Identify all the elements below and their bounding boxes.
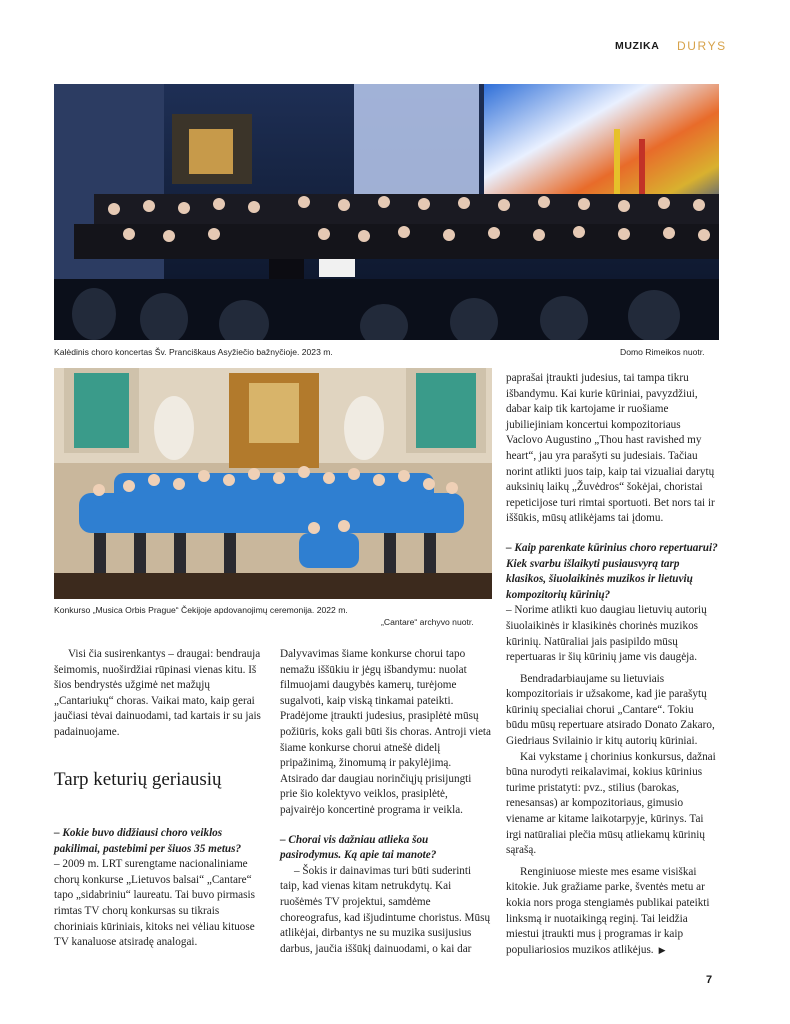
paragraph: Visi čia susirenkantys – draugai: bendrauja šeimomis, nuoširdžiai rūpinasi vienas kitu. Iš šios bendrystės užgimė net mažųjų „Cantariukų“ choras. Vaikai mato, kaip gerai jaučiasi tėvai dainuodami, tad kartais ir su jais padainuojame. [54, 648, 261, 738]
section-label: MUZIKA [615, 40, 660, 52]
continue-arrow-icon: ▶ [658, 944, 666, 955]
article-column-3 [506, 371, 718, 958]
section-heading: Tarp keturių geriausių [54, 769, 222, 790]
interview-answer: – 2009 m. LRT surengtame nacionaliniame chorų konkurse „Lietuvos balsai“ „Cantare“ tapo „sidabriniu“ laureatu. Tai buvo pirmasis rimtas TV chorų konkursas su tikrais choriniais kūriniais, kitoks nei vėliau kituose TV kanaluose atsiradę analogai. [54, 858, 255, 949]
interview-answer: – Šokis ir dainavimas turi būti suderinti taip, kad vienas kitam netrukdytų. Kai ruošėmės TV projektui, samdėme choreografus, kad išjudintume choristus. Mūsų atlikėjai, dirbantys ne su muzika susijusius darbus, jaučia iššūkį dainuodami, o kai dar [280, 864, 491, 955]
paragraph [506, 865, 718, 959]
page-number: 7 [706, 974, 713, 986]
photo-credit: „Cantare“ archyvo nuotr. [381, 617, 474, 627]
photo-credit: Domo Rimeikos nuotr. [620, 347, 705, 357]
interview-question: – Kokie buvo didžiausi choro veiklos pakilimai, pastebimi per šiuos 35 metus? [54, 827, 242, 855]
interview-question: – Kaip parenkate kūrinius choro repertuarui? Kiek svarbu išlaikyti pusiausvyrą tarp klasikos, šiuolaikinės muzikos ir lietuvių kompozitorių kūrinių? [506, 541, 718, 601]
interview-question: – Chorai vis dažniau atlieka šou pasirodymus. Ką apie tai manote? [280, 833, 437, 862]
paragraph: paprašai įtraukti judesius, tai tampa tikru išbandymu. Kai kurie kūriniai, pavyzdžiui, dabar kaip tik kartojame ir ruošiame jubiliejiniam koncertui kompozitoriaus Vaclovo Augustino „Thou hast ravished my heart“, jau yra parašyti su judesiais. Tačiau norint atlikti juos taip, kaip tai vizualiai darytų auksinių laikų „Žuvėdros“ šokėjai, choristai repeticijose turi rimtai sportuoti. Bet nors tai ir iššūkis, mūsų atlikėjams tai įdomu. [506, 372, 715, 525]
article-column-2 [280, 647, 491, 957]
interview-answer: – Norime atlikti kuo daugiau lietuvių autorių šiuolaikinės ir klasikinės chorinės muzikos kūrinių. Natūraliai jais pasipildo mūsų repertuaras ir šių kūrinių jame vis daugėja. [506, 604, 707, 664]
paragraph: Kai vykstame į chorinius konkursus, dažnai būna nurodyti reikalavimai, kokius kūrinius turime pristatyti: pvz., stilius (barokas, renesansas) ar kompozitoriaus, gimusio viename ar kitame laikotarpyje, kūrinys. Tai irgi natūraliai plečia mūsų atliekamų kūrinių sąrašą. [506, 750, 716, 857]
article-column-1 [54, 647, 266, 741]
paragraph: Bendradarbiaujame su lietuviais kompozitoriais ir užsakome, kad jie parašytų kūrinių specialiai chorui „Cantare“. Tokiu būdu mūsų repertuare atsirado Donato Zakaro, Giedriaus Svilainio ir kitų autorių kūriniai. [506, 672, 715, 748]
church-concert-photo [54, 84, 719, 340]
photo-caption: Konkurso „Musica Orbis Prague“ Čekijoje apdovanojimų ceremonija. 2022 m. [54, 605, 348, 615]
paragraph-text: Renginiuose mieste mes esame visiškai kitokie. Juk gražiame parke, šventės metu ar kokia nors proga stengiamės publikai pateikti linksmą ir nuotaikingą reginį. Tai leidžia miestui įtraukti mus į programas ir kaip populiariosios muzikos atlikėjus. [506, 865, 710, 956]
magazine-logo: DURYS [677, 39, 727, 53]
photo-caption: Kalėdinis choro koncertas Šv. Pranciškaus Asyžiečio bažnyčioje. 2023 m. [54, 347, 333, 357]
award-ceremony-photo [54, 368, 492, 599]
article-column-1-continued [54, 826, 266, 951]
paragraph: Dalyvavimas šiame konkurse chorui tapo nemažu iššūkiu ir jėgų išbandymu: nuolat filmuojami daugybės kamerų, turėjome sugalvoti, kaip viską tinkamai pateikti. Pradėjome įtraukti judesius, prasiplėtė mūsų požiūris, koks gali būti šis choras. Antroji vieta šiame konkurse chorui atnešė didelį pripažinimą, žinomumą ir pakylėjimą. Atsirado dar daugiau norinčiųjų prisijungti prie šio kolektyvo veiklos, prasiplėtė, pajvairėjo koncertinė programa ir veikla. [280, 648, 491, 816]
